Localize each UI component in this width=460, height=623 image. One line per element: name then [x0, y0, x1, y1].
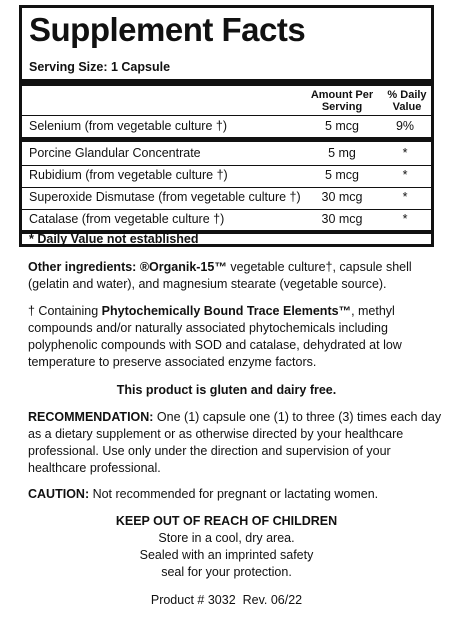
table-row [22, 116, 431, 138]
thick-divider-mid [22, 137, 431, 142]
thick-divider-top [22, 79, 431, 86]
ingredient-dv: * [402, 190, 408, 204]
caution-label: CAUTION: [28, 487, 90, 501]
serving-size: Serving Size: 1 Capsule [29, 60, 171, 74]
other-ingredients [28, 259, 446, 293]
keep-out-heading: KEEP OUT OF REACH OF CHILDREN [115, 514, 338, 528]
ingredient-amount: 5 mcg [324, 168, 360, 182]
ingredient-amount: 30 mcg [321, 212, 363, 226]
dagger-note [28, 303, 446, 371]
other-ingredients-label: Other ingredients: [28, 260, 137, 274]
table-row [22, 187, 431, 210]
table-row [22, 143, 431, 166]
ingredient-amount: 5 mcg [324, 119, 360, 133]
ingredient-name: Porcine Glandular Concentrate [29, 146, 201, 160]
gluten-free-statement: This product is gluten and dairy free. [116, 383, 337, 397]
recommendation [28, 409, 446, 477]
ingredient-dv: * [402, 212, 408, 226]
recommendation-text: One (1) capsule one (1) to three (3) times each day as a dietary supplement or as otherwise directed by your healthcare professional. Use only under the direction and supervision of your healthcare professional. [28, 410, 442, 475]
recommendation-label: RECOMMENDATION: [28, 410, 154, 424]
other-ingredients-text: vegetable culture†, capsule shell (gelatin and water), and magnesium stearate (vegetable source). [28, 260, 412, 291]
caution [28, 486, 446, 503]
ingredient-dv: * [402, 168, 408, 182]
table-row [22, 209, 431, 231]
ingredient-name: Superoxide Dismutase (from vegetable culture †) [29, 190, 301, 204]
storage-line: Store in a cool, dry area. [158, 531, 295, 545]
caution-text: Not recommended for pregnant or lactating women. [89, 487, 379, 501]
ingredient-amount: 5 mg [328, 146, 356, 160]
header-amount: Amount Per Serving [310, 89, 374, 113]
daily-value-footnote: * Daily Value not established [29, 232, 199, 246]
header-daily-value: % Daily Value [387, 89, 427, 113]
ingredient-name: Rubidium (from vegetable culture †) [29, 168, 228, 182]
dagger-text: , methyl compounds and/or naturally associated phytochemicals including polyphenolic compounds with SOD and catalase, dehydrated at low temperature to preserve associated enzyme factors. [28, 304, 402, 369]
seal-line-1: Sealed with an imprinted safety [139, 548, 314, 562]
panel-title: Supplement Facts [29, 11, 306, 48]
seal-line-2: seal for your protection. [161, 565, 292, 579]
dagger-prefix: † Containing [28, 304, 102, 318]
dagger-bold: Phytochemically Bound Trace Elements™ [101, 304, 352, 318]
ingredient-name: Catalase (from vegetable culture †) [29, 212, 225, 226]
ingredient-name: Selenium (from vegetable culture †) [29, 119, 228, 133]
ingredient-amount: 30 mcg [321, 190, 363, 204]
product-number: Product # 3032 Rev. 06/22 [150, 593, 303, 607]
organik-brand: ®Organik-15™ [139, 260, 227, 274]
ingredient-dv: 9% [395, 119, 415, 133]
supplement-facts-panel [19, 5, 434, 247]
table-row [22, 165, 431, 188]
ingredient-dv: * [402, 146, 408, 160]
